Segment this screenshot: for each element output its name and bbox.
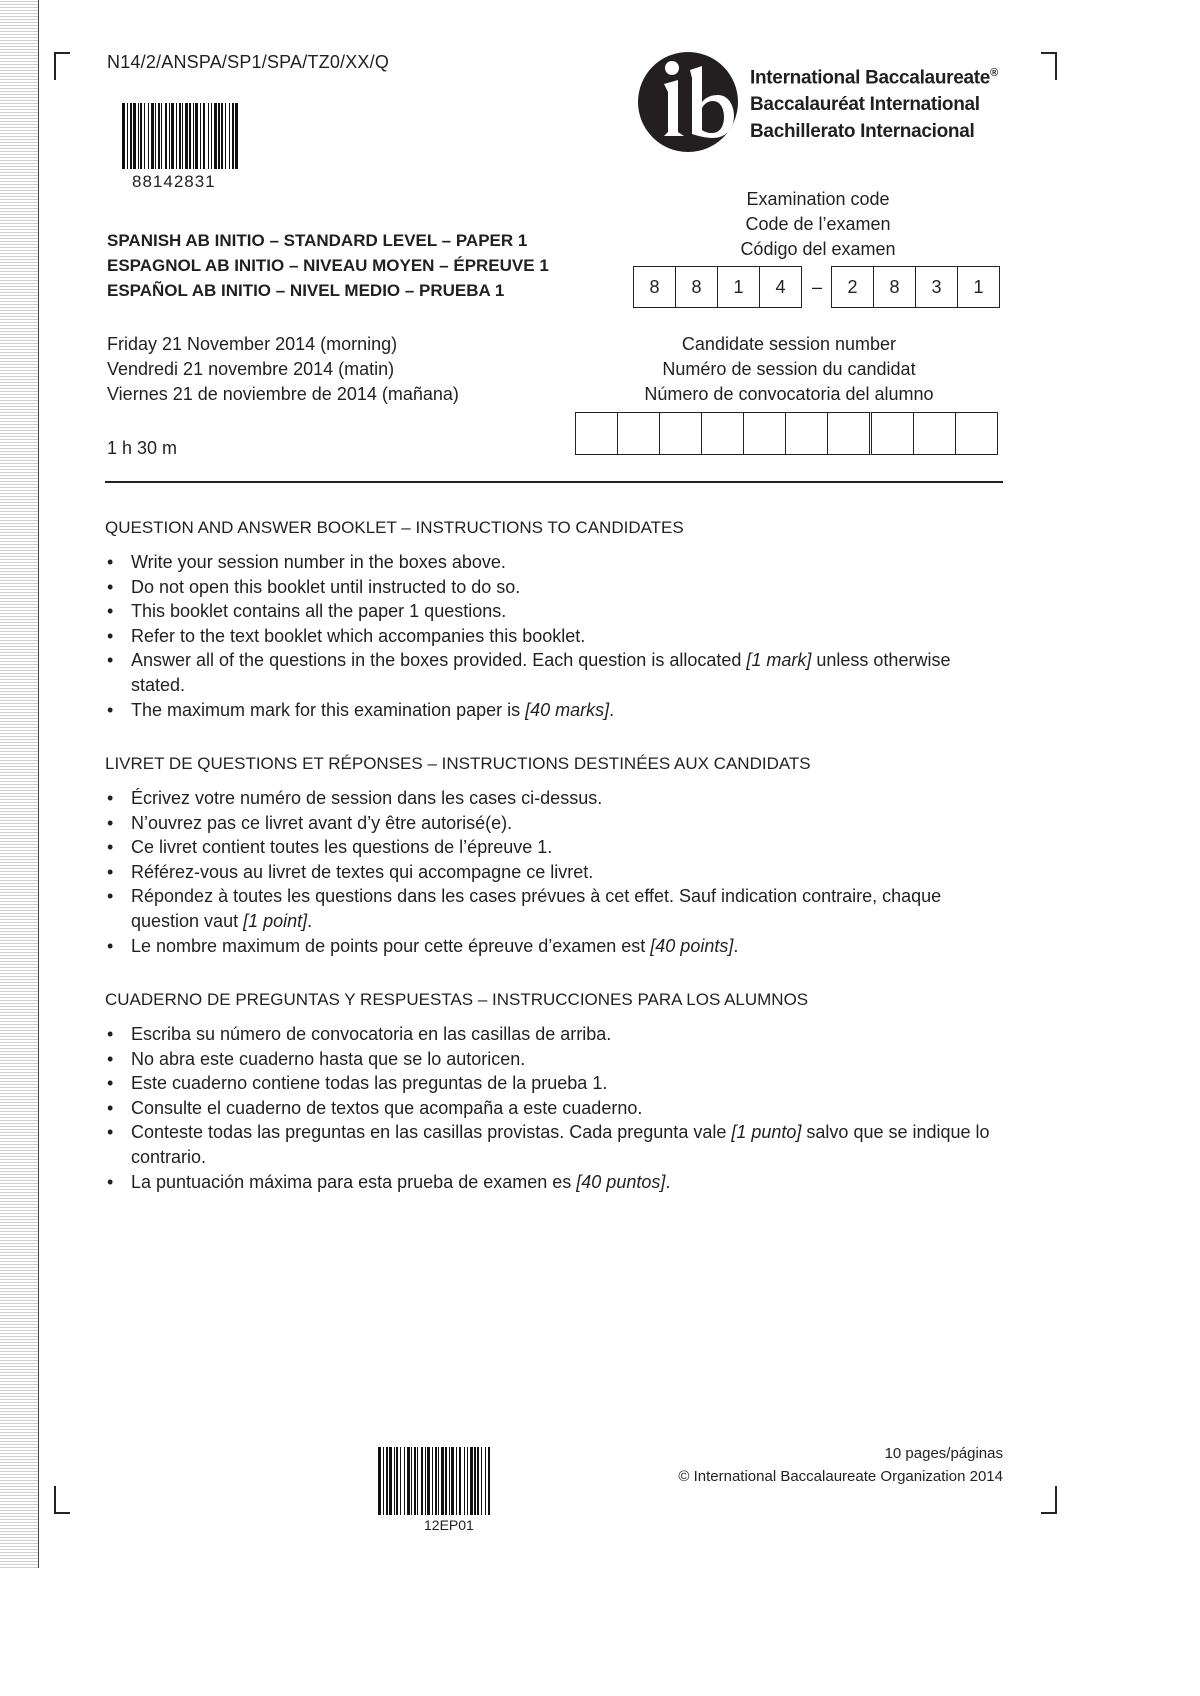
exam-code-digit: 4 <box>759 266 802 308</box>
instruction-item <box>105 860 1005 885</box>
exam-dates <box>107 332 459 407</box>
examination-code-labels <box>633 187 1003 262</box>
header-divider <box>105 481 1003 483</box>
instruction-text: Write your session number in the boxes above. <box>131 552 506 572</box>
session-label-fr: Numéro de session du candidat <box>662 359 916 379</box>
instruction-text: Answer all of the questions in the boxes provided. Each question is allocated <box>131 650 747 671</box>
footer <box>678 1442 1003 1488</box>
instruction-text: Do not open this booklet until instructed to do so. <box>131 576 521 597</box>
barcode-bottom <box>378 1447 490 1515</box>
exam-date-fr: Vendredi 21 novembre 2014 (matin) <box>107 359 395 379</box>
instruction-item <box>105 575 1005 600</box>
exam-code-digit: 1 <box>717 266 760 308</box>
instruction-text: Refer to the text booklet which accompanies this booklet. <box>131 625 586 646</box>
exam-title-es: ESPAÑOL AB INITIO – NIVEL MEDIO – PRUEBA 1 <box>107 281 505 300</box>
session-number-box[interactable] <box>743 412 786 455</box>
crop-mark-top-right <box>1041 52 1057 80</box>
barcode-top <box>122 103 238 169</box>
instruction-text: N’ouvrez pas ce livret avant d’y être autorisé(e). <box>131 812 513 833</box>
instruction-text: Répondez à toutes les questions dans les cases prévues à cet effet. Sauf indication contraire, chaque question vaut <box>131 886 942 931</box>
candidate-session-number-boxes <box>575 412 998 455</box>
page-count: 10 pages/páginas <box>884 1445 1003 1462</box>
exam-code-digit: 1 <box>957 266 1000 308</box>
session-label-en: Candidate session number <box>681 334 897 354</box>
candidate-session-labels <box>575 332 1003 407</box>
instructions-list-fr <box>105 786 1005 958</box>
page-code: 12EP01 <box>424 1517 474 1533</box>
instruction-text: Consulte el cuaderno de textos que acompaña a este cuaderno. <box>131 1097 643 1118</box>
exam-code-digit: 8 <box>633 266 676 308</box>
instruction-item <box>105 786 1005 811</box>
instruction-item <box>105 698 1005 723</box>
instruction-text: Le nombre maximum de points pour cette épreuve d’examen est <box>131 935 651 956</box>
session-number-box[interactable] <box>575 412 618 455</box>
instruction-item <box>105 550 1005 575</box>
crop-mark-bottom-right <box>1041 1486 1057 1514</box>
registered-mark: ® <box>990 67 998 79</box>
session-number-box[interactable] <box>871 412 914 455</box>
copyright: © International Baccalaureate Organization 2014 <box>678 1468 1003 1485</box>
session-number-box[interactable] <box>785 412 828 455</box>
exam-code-label-es: Código del examen <box>740 239 896 259</box>
organization-names <box>750 60 998 145</box>
instruction-mark: [1 point] <box>243 910 308 931</box>
instruction-text: Conteste todas las preguntas en las casillas provistas. Cada pregunta vale <box>131 1122 732 1143</box>
instructions-heading-es: CUADERNO DE PREGUNTAS Y RESPUESTAS – INSTRUCCIONES PARA LOS ALUMNOS <box>105 990 809 1009</box>
barcode-top-number: 88142831 <box>132 172 216 191</box>
instruction-item <box>105 884 1005 933</box>
scan-edge-strip <box>0 0 39 1568</box>
instruction-item <box>105 1170 1005 1195</box>
instruction-text-after: salvo que se indique lo contrario. <box>131 1122 990 1167</box>
session-number-box[interactable] <box>955 412 998 455</box>
instruction-mark: [1 mark] <box>746 650 812 671</box>
instruction-text-after: . <box>307 910 313 931</box>
org-name-es: Bachillerato Internacional <box>750 121 975 143</box>
instruction-text: Écrivez votre numéro de session dans les cases ci-dessus. <box>131 788 603 808</box>
instruction-mark: [40 marks] <box>525 699 610 720</box>
instruction-mark: [1 punto] <box>731 1122 802 1143</box>
org-name-fr: Baccalauréat International <box>750 94 980 116</box>
instruction-text-after: . <box>733 935 739 956</box>
instruction-item <box>105 811 1005 836</box>
instructions-heading-fr: LIVRET DE QUESTIONS ET RÉPONSES – INSTRUCTIONS DESTINÉES AUX CANDIDATS <box>105 754 811 773</box>
instruction-item <box>105 934 1005 959</box>
instructions-section-es <box>105 990 1005 1194</box>
instruction-text: Ce livret contient toutes les questions de l’épreuve 1. <box>131 837 553 858</box>
instruction-text: No abra este cuaderno hasta que se lo autoricen. <box>131 1048 526 1069</box>
exam-code-digit: 3 <box>915 266 958 308</box>
exam-date-en: Friday 21 November 2014 (morning) <box>107 334 398 354</box>
instruction-item <box>105 1096 1005 1121</box>
exam-duration: 1 h 30 m <box>107 438 178 458</box>
instructions-section-en <box>105 518 1005 722</box>
instruction-item <box>105 624 1005 649</box>
exam-code-label-fr: Code de l’examen <box>745 214 891 234</box>
instruction-item <box>105 835 1005 860</box>
instruction-text-after: . <box>665 1171 671 1192</box>
session-number-box[interactable] <box>701 412 744 455</box>
session-number-box[interactable] <box>659 412 702 455</box>
instructions-heading-en: QUESTION AND ANSWER BOOKLET – INSTRUCTIONS TO CANDIDATES <box>105 518 684 537</box>
instruction-text-after: . <box>609 699 615 720</box>
instruction-mark: [40 puntos] <box>576 1171 666 1192</box>
instruction-item <box>105 1047 1005 1072</box>
instructions-list-es <box>105 1022 1005 1194</box>
crop-mark-bottom-left <box>54 1486 70 1514</box>
examination-code-boxes <box>633 266 1000 308</box>
session-label-es: Número de convocatoria del alumno <box>644 384 934 404</box>
ib-logo-icon <box>636 50 740 154</box>
instruction-item <box>105 1071 1005 1096</box>
instruction-text: Este cuaderno contiene todas las preguntas de la prueba 1. <box>131 1073 608 1094</box>
session-number-box[interactable] <box>827 412 872 455</box>
instruction-item <box>105 599 1005 624</box>
org-name-en: International Baccalaureate <box>750 67 991 89</box>
instruction-item <box>105 1120 1005 1169</box>
instructions-section-fr <box>105 754 1005 958</box>
exam-title-fr: ESPAGNOL AB INITIO – NIVEAU MOYEN – ÉPREUVE 1 <box>107 256 549 275</box>
exam-code-digit: 8 <box>675 266 718 308</box>
instruction-text: The maximum mark for this examination paper is <box>131 699 526 720</box>
instruction-text: Référez-vous au livret de textes qui accompagne ce livret. <box>131 861 594 882</box>
exam-code-digit: 2 <box>831 266 874 308</box>
instruction-mark: [40 points] <box>650 935 734 956</box>
instructions-list-en <box>105 550 1005 722</box>
instruction-text-after: unless otherwise stated. <box>131 650 951 695</box>
instruction-item <box>105 1022 1005 1047</box>
exam-title <box>107 228 549 303</box>
exam-date-es: Viernes 21 de noviembre de 2014 (mañana) <box>107 384 459 404</box>
barcode-bar <box>488 1447 490 1515</box>
exam-code-label-en: Examination code <box>746 189 890 209</box>
session-number-box[interactable] <box>617 412 660 455</box>
instruction-item <box>105 648 1005 697</box>
crop-mark-top-left <box>54 52 70 80</box>
reference-code: N14/2/ANSPA/SP1/SPA/TZ0/XX/Q <box>107 52 390 72</box>
instruction-text: Escriba su número de convocatoria en las casillas de arriba. <box>131 1024 612 1044</box>
exam-title-en: SPANISH AB INITIO – STANDARD LEVEL – PAPER 1 <box>107 231 528 250</box>
exam-code-digit: 8 <box>873 266 916 308</box>
exam-code-separator: – <box>811 276 822 297</box>
instruction-text: This booklet contains all the paper 1 questions. <box>131 601 507 622</box>
barcode-bar <box>235 103 238 169</box>
instruction-text: La puntuación máxima para esta prueba de examen es <box>131 1171 577 1192</box>
session-number-box[interactable] <box>913 412 956 455</box>
